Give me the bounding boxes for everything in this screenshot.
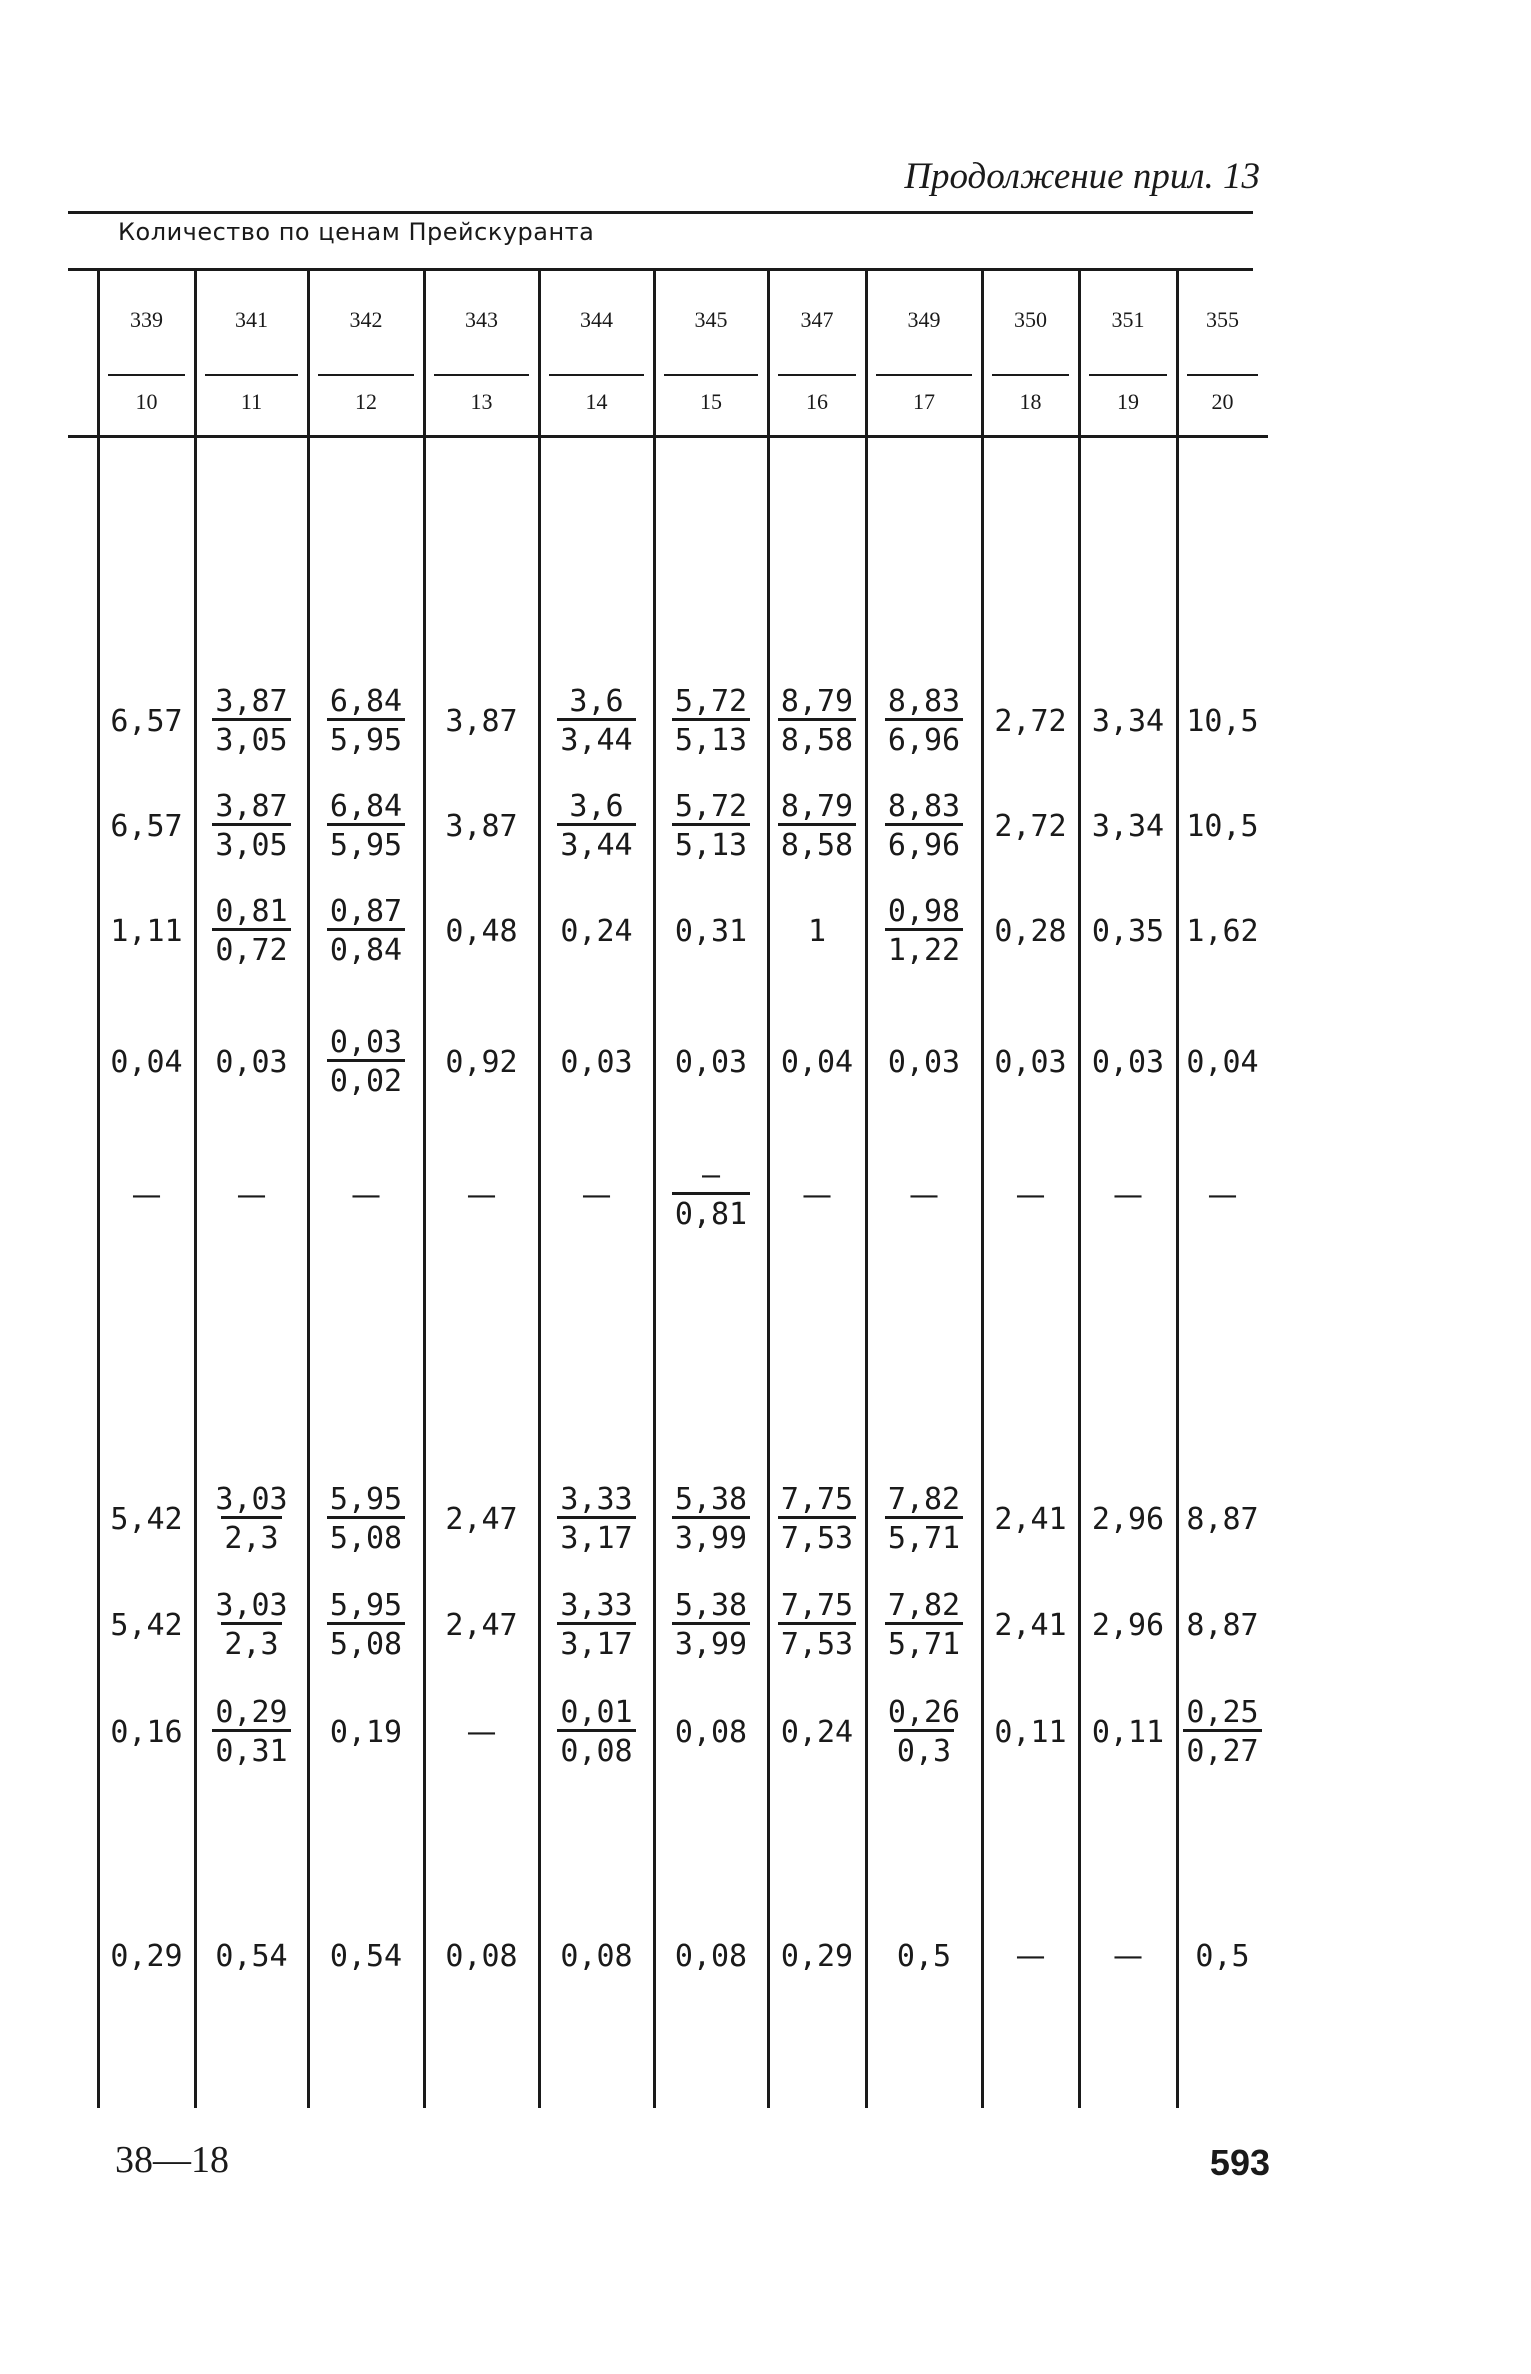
cell-value: 0,5 xyxy=(1195,1938,1250,1974)
table-cell xyxy=(1177,775,1268,879)
cell-value: 2,96 xyxy=(1091,1607,1165,1643)
cell-value: 0,29 xyxy=(110,1938,183,1974)
table-cell xyxy=(654,1905,768,2009)
cell-numerator: 3,03 xyxy=(215,1482,288,1518)
cell-denominator: 0,27 xyxy=(1183,1729,1261,1768)
cell-denominator: 8,58 xyxy=(778,823,856,862)
column-number: 11 xyxy=(240,389,263,414)
cell-value: — xyxy=(466,1714,497,1750)
table-cell xyxy=(308,1574,424,1678)
cell-value: 0,03 xyxy=(215,1044,288,1080)
table-cell xyxy=(866,1905,982,2009)
cell-denominator: 0,08 xyxy=(557,1729,635,1768)
cell-denominator: 6,96 xyxy=(885,718,963,757)
header-fraction-line xyxy=(1089,374,1167,376)
cell-numerator: 8,83 xyxy=(887,684,961,720)
cell-numerator: 0,81 xyxy=(215,894,288,930)
cell-denominator: 5,13 xyxy=(672,823,750,862)
cell-numerator: 8,79 xyxy=(780,684,854,720)
cell-value: 2,41 xyxy=(994,1501,1067,1537)
header-fraction-line xyxy=(876,374,972,376)
cell-value: — xyxy=(581,1177,612,1213)
table-cell xyxy=(866,1574,982,1678)
cell-numerator: 0,26 xyxy=(887,1695,961,1731)
table-cell xyxy=(654,1011,768,1115)
cell-value: 0,28 xyxy=(994,913,1067,949)
table-cell xyxy=(768,1681,866,1785)
table-cell xyxy=(1177,1574,1268,1678)
cell-denominator: 0,02 xyxy=(327,1059,405,1098)
cell-value: 0,04 xyxy=(1186,1044,1259,1080)
column-number: 17 xyxy=(913,389,935,414)
table-cell xyxy=(654,1144,768,1248)
cell-numerator: 3,6 xyxy=(569,684,624,720)
cell-numerator: 3,87 xyxy=(215,684,288,720)
cell-value: — xyxy=(1113,1177,1143,1213)
cell-numerator: 3,87 xyxy=(215,789,288,825)
cell-value: 2,72 xyxy=(994,808,1067,844)
table-cell xyxy=(98,1574,195,1678)
cell-value: 1,62 xyxy=(1186,913,1259,949)
column-number: 20 xyxy=(1211,389,1234,414)
cell-denominator: 5,13 xyxy=(672,718,750,757)
table-cell xyxy=(539,1011,654,1115)
cell-numerator: 0,03 xyxy=(329,1025,403,1061)
cell-value: 0,54 xyxy=(215,1938,288,1974)
cell-numerator: 7,75 xyxy=(780,1482,854,1518)
cell-value: 0,03 xyxy=(1091,1044,1165,1080)
table-cell xyxy=(1177,1468,1268,1572)
table-cell xyxy=(982,775,1079,879)
table-cell xyxy=(982,880,1079,984)
table-cell xyxy=(195,1011,308,1115)
cell-value: 0,31 xyxy=(674,913,748,949)
table-cell xyxy=(1177,1905,1268,2009)
cell-value: 0,08 xyxy=(560,1938,633,1974)
cell-numerator: 0,25 xyxy=(1186,1695,1259,1731)
cell-denominator: 6,96 xyxy=(885,823,963,862)
table-cell xyxy=(768,775,866,879)
cell-denominator: 3,17 xyxy=(557,1516,635,1555)
cell-value: 0,04 xyxy=(110,1044,183,1080)
cell-denominator: 7,53 xyxy=(778,1622,856,1661)
table-cell xyxy=(98,1011,195,1115)
cell-value: 8,87 xyxy=(1186,1607,1259,1643)
table-cell xyxy=(1079,1574,1177,1678)
cell-value: 5,42 xyxy=(110,1501,183,1537)
page-number: 593 xyxy=(1209,2142,1270,2183)
header-fraction-line xyxy=(778,374,856,376)
header-fraction-line xyxy=(1187,374,1258,376)
cell-denominator: 0,3 xyxy=(894,1729,954,1768)
cell-value: 0,03 xyxy=(994,1044,1067,1080)
table-cell xyxy=(654,880,768,984)
cell-numerator: 8,83 xyxy=(887,789,961,825)
table-cell xyxy=(768,1905,866,2009)
cell-value: 2,41 xyxy=(994,1607,1067,1643)
cell-value: 0,03 xyxy=(887,1044,961,1080)
cell-numerator: — xyxy=(701,1158,721,1194)
cell-numerator: 3,03 xyxy=(215,1588,288,1624)
cell-value: 0,11 xyxy=(1091,1714,1165,1750)
signature-mark: 38—18 xyxy=(115,2139,229,2181)
column-code: 343 xyxy=(465,307,498,332)
table-cell xyxy=(424,775,539,879)
cell-value: — xyxy=(1015,1938,1046,1974)
table-cell xyxy=(539,1905,654,2009)
table-cell xyxy=(768,1144,866,1248)
table-cell xyxy=(1079,775,1177,879)
cell-numerator: 5,95 xyxy=(329,1588,403,1624)
table-cell xyxy=(1079,1468,1177,1572)
table-cell xyxy=(539,880,654,984)
cell-denominator: 7,53 xyxy=(778,1516,856,1555)
cell-value: 0,08 xyxy=(674,1714,748,1750)
table-cell xyxy=(866,1144,982,1248)
table-cell xyxy=(1079,670,1177,774)
table-cell xyxy=(982,1681,1079,1785)
cell-value: 0,08 xyxy=(445,1938,518,1974)
cell-value: 1,11 xyxy=(110,913,183,949)
column-number: 15 xyxy=(700,389,722,414)
table-cell xyxy=(539,670,654,774)
table-cell xyxy=(654,1681,768,1785)
table-cell xyxy=(539,1574,654,1678)
table-cell xyxy=(195,775,308,879)
table-cell xyxy=(308,1905,424,2009)
table-cell xyxy=(982,1905,1079,2009)
table-cell xyxy=(654,1468,768,1572)
cell-value: 6,57 xyxy=(110,808,183,844)
table-cell xyxy=(98,670,195,774)
cell-denominator: 2,3 xyxy=(221,1516,281,1555)
cell-denominator: 3,44 xyxy=(557,718,635,757)
column-number: 13 xyxy=(470,389,493,414)
continuation-title: Продолжение прил. 13 xyxy=(904,156,1260,197)
cell-numerator: 5,38 xyxy=(674,1482,748,1518)
cell-value: 3,34 xyxy=(1091,703,1165,739)
table-cell xyxy=(424,1144,539,1248)
table-cell xyxy=(195,1144,308,1248)
cell-denominator: 5,95 xyxy=(327,718,405,757)
cell-denominator: 3,05 xyxy=(212,718,290,757)
header-caption: Количество по ценам Прейскуранта xyxy=(118,218,595,246)
cell-value: 0,08 xyxy=(674,1938,748,1974)
cell-numerator: 5,72 xyxy=(674,684,748,720)
cell-value: — xyxy=(236,1177,267,1213)
cell-value: 0,16 xyxy=(110,1714,183,1750)
table-cell xyxy=(768,1468,866,1572)
table-cell xyxy=(308,1681,424,1785)
column-number: 10 xyxy=(135,389,158,414)
table-cell xyxy=(768,880,866,984)
cell-denominator: 5,08 xyxy=(327,1516,405,1555)
cell-value: — xyxy=(1015,1177,1046,1213)
cell-numerator: 5,38 xyxy=(674,1588,748,1624)
header-fraction-line xyxy=(318,374,414,376)
cell-value: 0,5 xyxy=(896,1938,952,1974)
cell-value: 3,87 xyxy=(445,808,518,844)
cell-numerator: 0,29 xyxy=(215,1695,288,1731)
header-fraction-line xyxy=(108,374,185,376)
column-code: 341 xyxy=(235,307,268,332)
table-cell xyxy=(424,670,539,774)
table-cell xyxy=(424,1468,539,1572)
table-cell xyxy=(98,1905,195,2009)
cell-numerator: 7,75 xyxy=(780,1588,854,1624)
header-fraction-line xyxy=(992,374,1069,376)
cell-value: — xyxy=(1113,1938,1143,1974)
table-cell xyxy=(982,670,1079,774)
cell-denominator: 3,99 xyxy=(672,1516,750,1555)
cell-value: — xyxy=(466,1177,497,1213)
table-cell xyxy=(1079,1905,1177,2009)
cell-denominator: 3,99 xyxy=(672,1622,750,1661)
table-cell xyxy=(654,1574,768,1678)
table-cell xyxy=(982,1574,1079,1678)
table-cell xyxy=(654,775,768,879)
table-cell xyxy=(1177,1681,1268,1785)
table-cell xyxy=(768,670,866,774)
column-number: 19 xyxy=(1117,389,1139,414)
cell-denominator: 5,95 xyxy=(327,823,405,862)
table-cell xyxy=(424,1011,539,1115)
table-cell xyxy=(1079,1011,1177,1115)
cell-value: — xyxy=(131,1177,162,1213)
table-cell xyxy=(308,775,424,879)
table-cell xyxy=(424,1905,539,2009)
cell-value: — xyxy=(1207,1177,1238,1213)
cell-value: 3,87 xyxy=(445,703,518,739)
table-cell xyxy=(195,670,308,774)
cell-denominator: 5,08 xyxy=(327,1622,405,1661)
cell-value: 10,5 xyxy=(1186,808,1259,844)
cell-value: 2,47 xyxy=(445,1607,518,1643)
table-cell xyxy=(866,1468,982,1572)
table-cell xyxy=(195,880,308,984)
cell-value: 6,57 xyxy=(110,703,183,739)
header-fraction-line xyxy=(549,374,644,376)
table-cell xyxy=(982,1144,1079,1248)
cell-denominator: 3,17 xyxy=(557,1622,635,1661)
cell-numerator: 3,33 xyxy=(560,1588,633,1624)
cell-value: 0,29 xyxy=(780,1938,854,1974)
header-fraction-line xyxy=(434,374,529,376)
cell-value: 0,48 xyxy=(445,913,518,949)
cell-value: — xyxy=(351,1177,381,1213)
cell-numerator: 0,87 xyxy=(329,894,403,930)
table-cell xyxy=(98,775,195,879)
cell-value: 8,87 xyxy=(1186,1501,1259,1537)
table-cell xyxy=(1177,1144,1268,1248)
column-number: 14 xyxy=(585,389,608,414)
cell-value: 10,5 xyxy=(1186,703,1259,739)
cell-value: 1 xyxy=(807,913,827,949)
cell-value: 2,47 xyxy=(445,1501,518,1537)
table-cell xyxy=(1177,1011,1268,1115)
table-cell xyxy=(654,670,768,774)
table-cell xyxy=(866,1011,982,1115)
cell-value: 0,24 xyxy=(780,1714,854,1750)
cell-value: 2,96 xyxy=(1091,1501,1165,1537)
column-code: 347 xyxy=(800,307,834,332)
table-cell xyxy=(1079,1144,1177,1248)
table-cell xyxy=(98,1468,195,1572)
table-cell xyxy=(982,1468,1079,1572)
cell-value: 0,35 xyxy=(1091,913,1165,949)
cell-value: 0,03 xyxy=(674,1044,748,1080)
column-code: 351 xyxy=(1111,307,1145,332)
table-cell xyxy=(539,775,654,879)
cell-value: 0,03 xyxy=(560,1044,633,1080)
cell-numerator: 3,33 xyxy=(560,1482,633,1518)
table-cell xyxy=(539,1468,654,1572)
table-cell xyxy=(866,670,982,774)
cell-value: 2,72 xyxy=(994,703,1067,739)
header-bottom-rule xyxy=(68,435,1268,438)
cell-denominator: 5,71 xyxy=(885,1622,963,1661)
table-cell xyxy=(982,1011,1079,1115)
cell-numerator: 6,84 xyxy=(329,684,403,720)
cell-value: 0,04 xyxy=(780,1044,854,1080)
table-cell xyxy=(308,1468,424,1572)
cell-numerator: 6,84 xyxy=(329,789,403,825)
header-rule xyxy=(68,268,1253,271)
table-cell xyxy=(195,1905,308,2009)
cell-denominator: 5,71 xyxy=(885,1516,963,1555)
table-cell xyxy=(98,1681,195,1785)
table-cell xyxy=(1177,880,1268,984)
cell-value: 0,19 xyxy=(329,1714,403,1750)
column-code: 342 xyxy=(349,307,383,332)
table-cell xyxy=(424,880,539,984)
cell-denominator: 0,84 xyxy=(327,928,405,967)
cell-denominator: 3,44 xyxy=(557,823,635,862)
cell-numerator: 8,79 xyxy=(780,789,854,825)
cell-denominator: 0,31 xyxy=(212,1729,290,1768)
table-cell xyxy=(539,1144,654,1248)
table-cell xyxy=(768,1011,866,1115)
top-rule xyxy=(68,211,1253,214)
table-cell xyxy=(866,1681,982,1785)
header-fraction-line xyxy=(664,374,758,376)
table-cell xyxy=(424,1681,539,1785)
column-code: 355 xyxy=(1206,307,1239,332)
cell-denominator: 2,3 xyxy=(221,1622,281,1661)
column-code: 344 xyxy=(580,307,613,332)
cell-denominator: 8,58 xyxy=(778,718,856,757)
cell-value: 0,54 xyxy=(329,1938,403,1974)
table-cell xyxy=(98,880,195,984)
table-cell xyxy=(424,1574,539,1678)
table-cell xyxy=(195,1574,308,1678)
cell-numerator: 7,82 xyxy=(887,1588,961,1624)
cell-denominator: 1,22 xyxy=(885,928,963,967)
table-cell xyxy=(1079,1681,1177,1785)
cell-numerator: 0,98 xyxy=(887,894,961,930)
column-code: 349 xyxy=(907,307,941,332)
column-code: 350 xyxy=(1014,307,1047,332)
cell-numerator: 3,6 xyxy=(569,789,624,825)
cell-numerator: 0,01 xyxy=(560,1695,633,1731)
cell-denominator: 0,72 xyxy=(212,928,290,967)
table-cell xyxy=(1079,880,1177,984)
table-cell xyxy=(98,1144,195,1248)
table-cell xyxy=(866,880,982,984)
cell-value: 3,34 xyxy=(1091,808,1165,844)
table-cell xyxy=(308,1011,424,1115)
cell-value: 0,11 xyxy=(994,1714,1067,1750)
table-cell xyxy=(866,775,982,879)
header-fraction-line xyxy=(205,374,298,376)
column-number: 16 xyxy=(806,389,828,414)
cell-value: 0,24 xyxy=(560,913,633,949)
cell-numerator: 5,95 xyxy=(329,1482,403,1518)
cell-value: 5,42 xyxy=(110,1607,183,1643)
table-cell xyxy=(539,1681,654,1785)
table-cell xyxy=(195,1468,308,1572)
column-number: 12 xyxy=(355,389,377,414)
table-cell xyxy=(308,1144,424,1248)
table-cell xyxy=(768,1574,866,1678)
table-cell xyxy=(195,1681,308,1785)
cell-numerator: 5,72 xyxy=(674,789,748,825)
cell-denominator: 3,05 xyxy=(212,823,290,862)
column-code: 345 xyxy=(694,307,728,332)
table-cell xyxy=(1177,670,1268,774)
column-number: 18 xyxy=(1019,389,1042,414)
column-code: 339 xyxy=(130,307,163,332)
cell-value: 0,92 xyxy=(445,1044,518,1080)
cell-value: — xyxy=(909,1177,939,1213)
table-cell xyxy=(308,670,424,774)
cell-value: — xyxy=(802,1177,832,1213)
table-cell xyxy=(308,880,424,984)
cell-numerator: 7,82 xyxy=(887,1482,961,1518)
cell-denominator: 0,81 xyxy=(672,1192,750,1231)
